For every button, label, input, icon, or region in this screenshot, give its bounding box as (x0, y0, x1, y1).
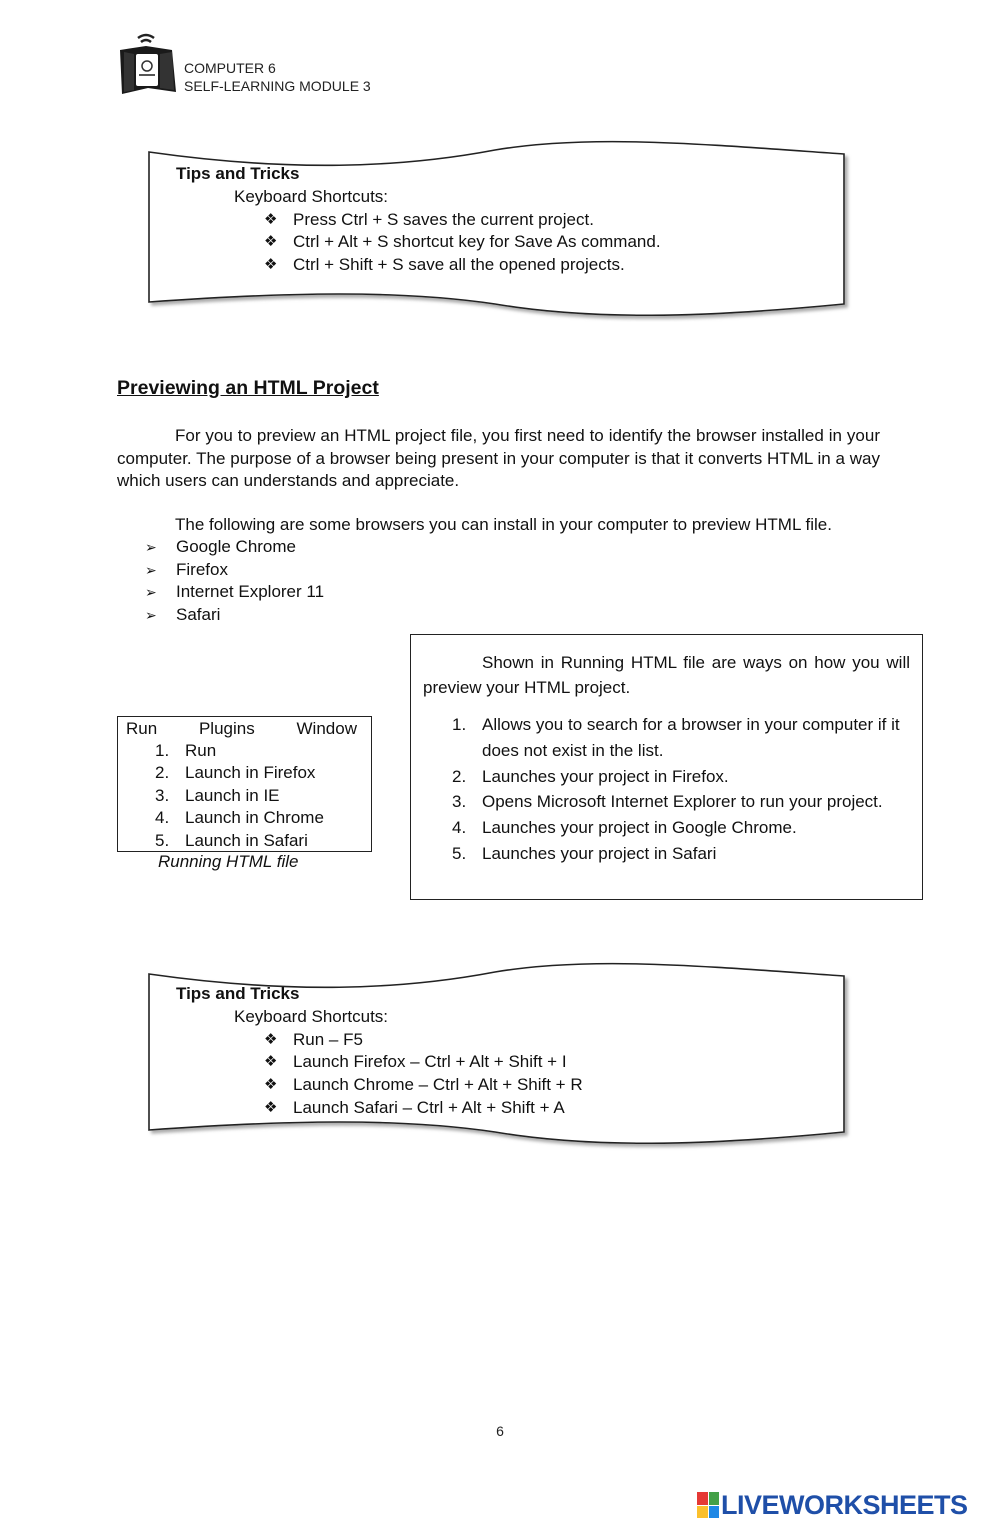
list-item: ➢ Google Chrome (145, 536, 324, 559)
arrow-bullet-icon: ➢ (145, 561, 157, 578)
list-item: ➢ Firefox (145, 559, 324, 582)
figure-caption: Running HTML file (158, 852, 299, 871)
four-diamond-bullet-icon: ❖ (264, 1053, 278, 1071)
list-item: ➢ Internet Explorer 11 (145, 581, 324, 604)
tips-item: ❖ Press Ctrl + S saves the current project. (176, 209, 661, 232)
tips-item: ❖ Launch Chrome – Ctrl + Alt + Shift + R (176, 1074, 583, 1097)
description-intro: Shown in Running HTML file are ways on how you will preview your HTML project. (423, 653, 910, 697)
four-diamond-bullet-icon: ❖ (264, 1030, 278, 1048)
run-menu-figure (117, 716, 372, 852)
menu-item: 3. Launch in IE (155, 785, 280, 805)
tips-item: ❖ Launch Safari – Ctrl + Alt + Shift + A (176, 1097, 583, 1120)
header-module: SELF-LEARNING MODULE 3 (184, 78, 371, 94)
header-course: COMPUTER 6 (184, 60, 276, 76)
list-item: 2. Launches your project in Firefox. (452, 766, 729, 786)
four-diamond-bullet-icon: ❖ (264, 233, 278, 251)
four-diamond-bullet-icon: ❖ (264, 1098, 278, 1116)
tips-item: ❖ Run – F5 (176, 1029, 583, 1052)
menu-item: 4. Launch in Chrome (155, 808, 324, 828)
tips-item: ❖ Ctrl + Shift + S save all the opened projects. (176, 254, 661, 277)
arrow-bullet-icon: ➢ (145, 607, 157, 624)
menu-window: Window (296, 719, 357, 738)
description-list (452, 712, 912, 867)
tips-title: Tips and Tricks (176, 984, 300, 1003)
four-diamond-bullet-icon: ❖ (264, 256, 278, 274)
intro-paragraph: For you to preview an HTML project file, you first need to identify the browser installed in your computer. The purpose of a browser being present in your computer is that it converts HTML in a way which users can understands and appreciate. (117, 426, 880, 491)
module-logo-icon (116, 32, 180, 100)
four-diamond-bullet-icon: ❖ (264, 1076, 278, 1094)
run-menu-list (155, 740, 324, 852)
page-number: 6 (496, 1423, 504, 1439)
description-box (410, 634, 923, 900)
list-item: 3. Opens Microsoft Internet Explorer to run your project. (452, 792, 883, 812)
tips-subtitle: Keyboard Shortcuts: (234, 1006, 389, 1026)
arrow-bullet-icon: ➢ (145, 539, 157, 555)
tips-subtitle: Keyboard Shortcuts: (234, 186, 389, 206)
tips-box-2 (176, 983, 583, 1120)
menu-run: Run (126, 719, 158, 738)
brand-text: LIVEWORKSHEETS (721, 1489, 968, 1520)
list-item: 4. Launches your project in Google Chrome. (452, 818, 797, 838)
browsers-paragraph: The following are some browsers you can install in your computer to preview HTML file. (175, 515, 832, 534)
section-title: Previewing an HTML Project (117, 377, 379, 399)
list-item: 1. Allows you to search for a browser in your computer if it does not exist in the list. (452, 715, 900, 760)
browser-list (145, 536, 324, 627)
menu-item: 2. Launch in Firefox (155, 763, 316, 783)
menu-bar (126, 718, 357, 740)
menu-item: 5. Launch in Safari (155, 830, 308, 850)
liveworksheets-logo-icon (697, 1492, 719, 1518)
tips-item: ❖ Ctrl + Alt + S shortcut key for Save As command. (176, 231, 661, 254)
four-diamond-bullet-icon: ❖ (264, 210, 278, 228)
menu-item: 1. Run (155, 741, 217, 760)
list-item: 5. Launches your project in Safari (452, 843, 717, 863)
liveworksheets-brand[interactable] (697, 1489, 968, 1521)
menu-plugins: Plugins (198, 719, 255, 738)
list-item: ➢ Safari (145, 604, 324, 627)
tips-item: ❖ Launch Firefox – Ctrl + Alt + Shift + I (176, 1051, 583, 1074)
arrow-bullet-icon: ➢ (145, 584, 157, 601)
tips-box-1 (176, 163, 661, 277)
tips-title: Tips and Tricks (176, 164, 300, 183)
